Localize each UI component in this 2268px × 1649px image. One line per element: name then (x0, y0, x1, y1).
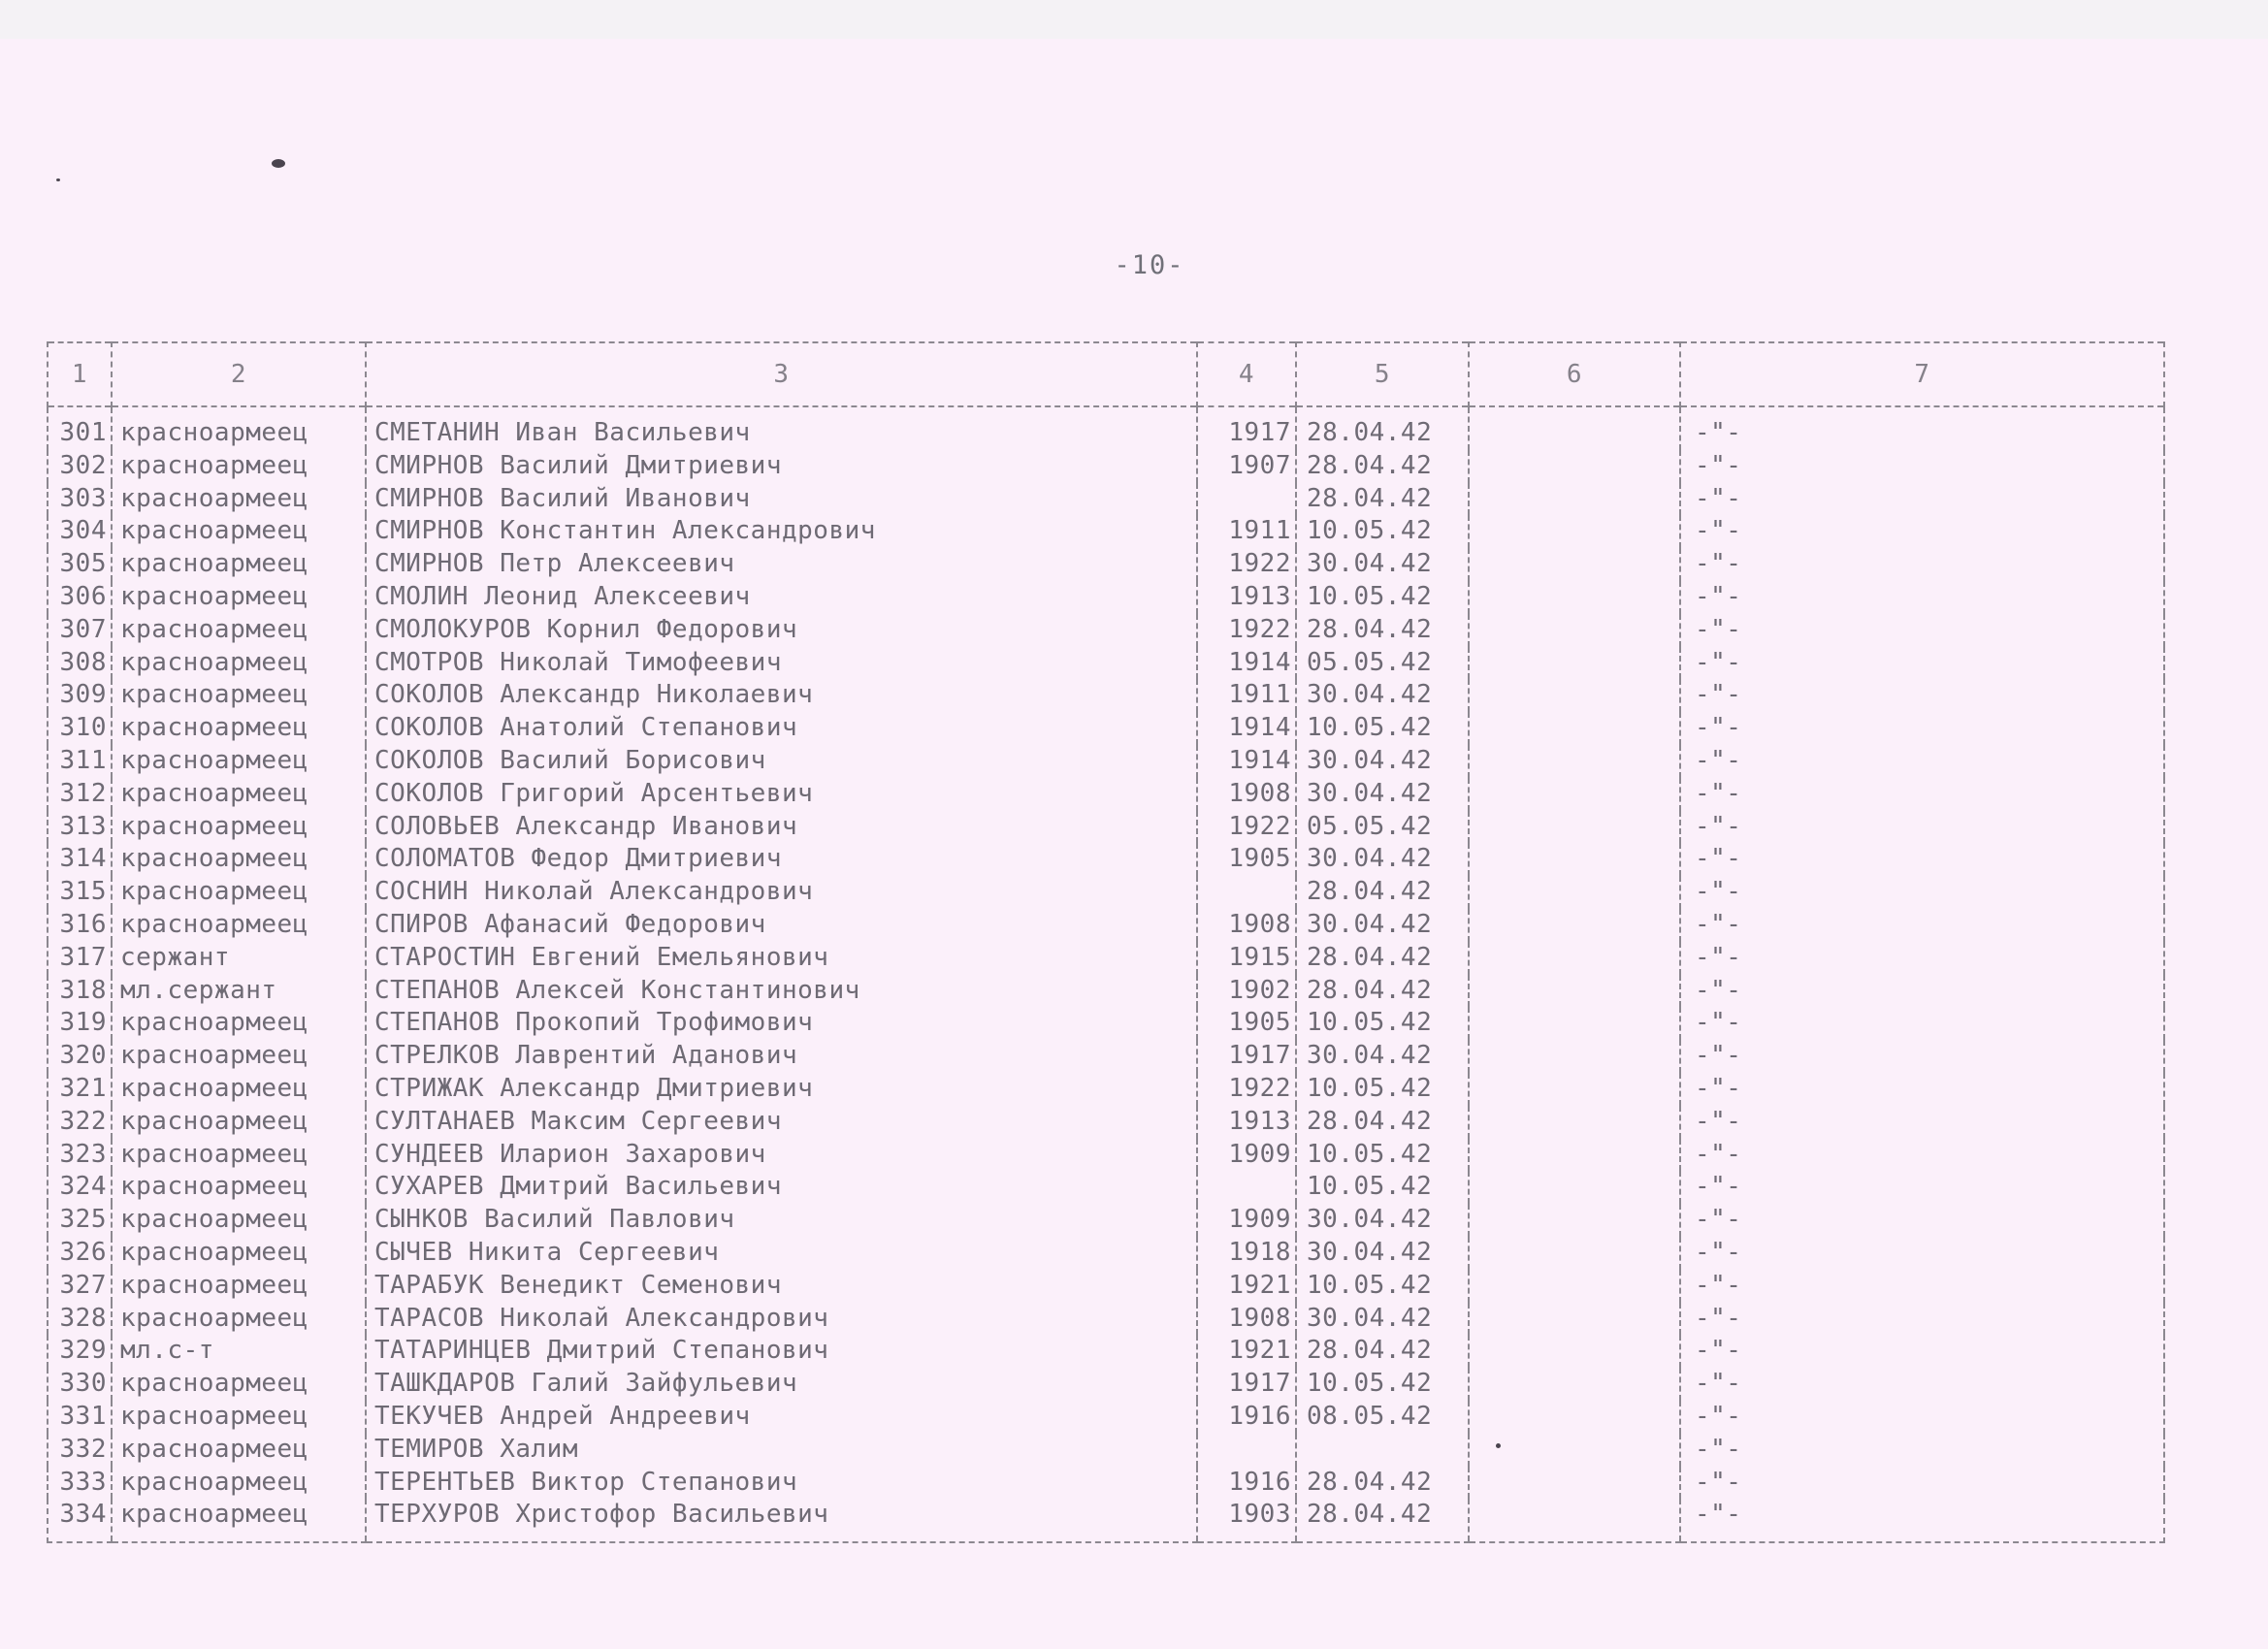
row-number-cell: 333 (48, 1467, 112, 1500)
rank-cell: красноармеец (112, 647, 366, 680)
rank-cell: мл.с-т (112, 1335, 366, 1368)
column-6-cell (1469, 581, 1680, 614)
date-cell: 10.05.42 (1296, 1368, 1469, 1401)
date-cell: 28.04.42 (1296, 876, 1469, 909)
birth-year-cell: 1915 (1197, 942, 1296, 975)
column-6-cell (1469, 876, 1680, 909)
ditto-note-cell: -"- (1680, 406, 2164, 450)
column-6-cell (1469, 1270, 1680, 1303)
full-name-cell: СОКОЛОВ Григорий Арсентьевич (366, 778, 1197, 811)
rank-cell: красноармеец (112, 548, 366, 581)
rank-cell: красноармеец (112, 515, 366, 548)
full-name-cell: СМИРНОВ Василий Иванович (366, 483, 1197, 516)
rank-cell: красноармеец (112, 1171, 366, 1204)
column-6-cell (1469, 1401, 1680, 1434)
date-cell: 30.04.42 (1296, 548, 1469, 581)
ditto-note-cell: -"- (1680, 1139, 2164, 1172)
rank-cell: красноармеец (112, 1106, 366, 1139)
table-row (48, 483, 2164, 516)
column-header-4: 4 (1197, 342, 1296, 406)
row-number-cell: 311 (48, 745, 112, 778)
full-name-cell: ТАТАРИНЦЕВ Дмитрий Степанович (366, 1335, 1197, 1368)
table-row (48, 450, 2164, 483)
table-row (48, 1434, 2164, 1467)
full-name-cell: СУЛТАНАЕВ Максим Сергеевич (366, 1106, 1197, 1139)
table-row (48, 1467, 2164, 1500)
rank-cell: красноармеец (112, 1303, 366, 1336)
rank-cell: красноармеец (112, 1270, 366, 1303)
birth-year-cell: 1914 (1197, 712, 1296, 745)
row-number-cell: 310 (48, 712, 112, 745)
birth-year-cell (1197, 876, 1296, 909)
table-row (48, 515, 2164, 548)
birth-year-cell: 1922 (1197, 614, 1296, 647)
row-number-cell: 316 (48, 909, 112, 942)
date-cell: 10.05.42 (1296, 712, 1469, 745)
date-cell: 28.04.42 (1296, 1335, 1469, 1368)
birth-year-cell: 1914 (1197, 647, 1296, 680)
row-number-cell: 328 (48, 1303, 112, 1336)
table-row (48, 712, 2164, 745)
date-cell: 10.05.42 (1296, 1171, 1469, 1204)
date-cell: 30.04.42 (1296, 745, 1469, 778)
full-name-cell: СТЕПАНОВ Прокопий Трофимович (366, 1007, 1197, 1040)
column-6-cell (1469, 1434, 1680, 1467)
birth-year-cell: 1914 (1197, 745, 1296, 778)
column-6-cell (1469, 778, 1680, 811)
rank-cell: красноармеец (112, 1204, 366, 1237)
table-row (48, 647, 2164, 680)
full-name-cell: ТЕРЕНТЬЕВ Виктор Степанович (366, 1467, 1197, 1500)
date-cell: 10.05.42 (1296, 1073, 1469, 1106)
ditto-note-cell: -"- (1680, 1171, 2164, 1204)
ditto-note-cell: -"- (1680, 548, 2164, 581)
column-6-cell (1469, 909, 1680, 942)
date-cell: 10.05.42 (1296, 1139, 1469, 1172)
column-6-cell (1469, 1303, 1680, 1336)
ditto-note-cell: -"- (1680, 1368, 2164, 1401)
full-name-cell: СМЕТАНИН Иван Васильевич (366, 406, 1197, 450)
row-number-cell: 308 (48, 647, 112, 680)
ditto-note-cell: -"- (1680, 1303, 2164, 1336)
date-cell: 30.04.42 (1296, 679, 1469, 712)
column-6-cell (1469, 548, 1680, 581)
row-number-cell: 303 (48, 483, 112, 516)
table-row (48, 876, 2164, 909)
ditto-note-cell: -"- (1680, 745, 2164, 778)
full-name-cell: ТЕРХУРОВ Христофор Васильевич (366, 1499, 1197, 1542)
date-cell: 28.04.42 (1296, 450, 1469, 483)
row-number-cell: 326 (48, 1237, 112, 1270)
date-cell: 30.04.42 (1296, 1040, 1469, 1073)
table-row (48, 679, 2164, 712)
table-row (48, 1499, 2164, 1542)
full-name-cell: СМОТРОВ Николай Тимофеевич (366, 647, 1197, 680)
scan-speck (56, 178, 60, 181)
row-number-cell: 334 (48, 1499, 112, 1542)
birth-year-cell: 1913 (1197, 1106, 1296, 1139)
birth-year-cell (1197, 483, 1296, 516)
column-header-7: 7 (1680, 342, 2164, 406)
column-6-cell (1469, 811, 1680, 844)
rank-cell: красноармеец (112, 1007, 366, 1040)
ditto-note-cell: -"- (1680, 909, 2164, 942)
birth-year-cell: 1918 (1197, 1237, 1296, 1270)
date-cell: 28.04.42 (1296, 614, 1469, 647)
birth-year-cell: 1911 (1197, 515, 1296, 548)
row-number-cell: 324 (48, 1171, 112, 1204)
full-name-cell: ТАРАСОВ Николай Александрович (366, 1303, 1197, 1336)
date-cell: 28.04.42 (1296, 483, 1469, 516)
date-cell: 30.04.42 (1296, 1237, 1469, 1270)
row-number-cell: 309 (48, 679, 112, 712)
column-6-cell (1469, 679, 1680, 712)
table-row (48, 975, 2164, 1008)
date-cell: 05.05.42 (1296, 647, 1469, 680)
table-row (48, 1106, 2164, 1139)
ditto-note-cell: -"- (1680, 1335, 2164, 1368)
rank-cell: красноармеец (112, 483, 366, 516)
ditto-note-cell: -"- (1680, 712, 2164, 745)
ditto-note-cell: -"- (1680, 1467, 2164, 1500)
table-row (48, 1073, 2164, 1106)
column-6-cell (1469, 942, 1680, 975)
row-number-cell: 302 (48, 450, 112, 483)
column-6-cell (1469, 1204, 1680, 1237)
rank-cell: красноармеец (112, 1237, 366, 1270)
header-row (48, 342, 2164, 406)
column-header-2: 2 (112, 342, 366, 406)
row-number-cell: 312 (48, 778, 112, 811)
rank-cell: красноармеец (112, 406, 366, 450)
rank-cell: сержант (112, 942, 366, 975)
full-name-cell: СМОЛИН Леонид Алексеевич (366, 581, 1197, 614)
row-number-cell: 327 (48, 1270, 112, 1303)
birth-year-cell: 1907 (1197, 450, 1296, 483)
date-cell: 30.04.42 (1296, 843, 1469, 876)
date-cell: 10.05.42 (1296, 515, 1469, 548)
birth-year-cell: 1917 (1197, 1368, 1296, 1401)
row-number-cell: 318 (48, 975, 112, 1008)
full-name-cell: ТЕМИРОВ Халим (366, 1434, 1197, 1467)
column-6-cell (1469, 515, 1680, 548)
rank-cell: красноармеец (112, 811, 366, 844)
birth-year-cell: 1913 (1197, 581, 1296, 614)
full-name-cell: СУХАРЕВ Дмитрий Васильевич (366, 1171, 1197, 1204)
page-number: -10- (1114, 250, 1185, 280)
full-name-cell: СПИРОВ Афанасий Федорович (366, 909, 1197, 942)
date-cell: 28.04.42 (1296, 1106, 1469, 1139)
table-row (48, 909, 2164, 942)
birth-year-cell: 1922 (1197, 1073, 1296, 1106)
row-number-cell: 305 (48, 548, 112, 581)
full-name-cell: СОЛОВЬЕВ Александр Иванович (366, 811, 1197, 844)
rank-cell: красноармеец (112, 679, 366, 712)
ditto-note-cell: -"- (1680, 679, 2164, 712)
birth-year-cell (1197, 1171, 1296, 1204)
ditto-note-cell: -"- (1680, 450, 2164, 483)
date-cell: 28.04.42 (1296, 975, 1469, 1008)
scan-top-band (0, 0, 2268, 39)
ditto-note-cell: -"- (1680, 483, 2164, 516)
birth-year-cell: 1909 (1197, 1139, 1296, 1172)
rank-cell: красноармеец (112, 778, 366, 811)
table-row (48, 843, 2164, 876)
column-header-5: 5 (1296, 342, 1469, 406)
date-cell: 10.05.42 (1296, 581, 1469, 614)
table-row (48, 1040, 2164, 1073)
birth-year-cell: 1908 (1197, 778, 1296, 811)
birth-year-cell: 1922 (1197, 811, 1296, 844)
table-row (48, 1401, 2164, 1434)
ditto-note-cell: -"- (1680, 515, 2164, 548)
table-row (48, 778, 2164, 811)
birth-year-cell: 1903 (1197, 1499, 1296, 1542)
ditto-note-cell: -"- (1680, 975, 2164, 1008)
date-cell: 28.04.42 (1296, 406, 1469, 450)
birth-year-cell: 1921 (1197, 1335, 1296, 1368)
rank-cell: красноармеец (112, 1499, 366, 1542)
birth-year-cell: 1909 (1197, 1204, 1296, 1237)
rank-cell: красноармеец (112, 712, 366, 745)
row-number-cell: 304 (48, 515, 112, 548)
full-name-cell: СТРИЖАК Александр Дмитриевич (366, 1073, 1197, 1106)
table-row (48, 614, 2164, 647)
table-row (48, 1335, 2164, 1368)
column-6-cell (1469, 1106, 1680, 1139)
full-name-cell: СТАРОСТИН Евгений Емельянович (366, 942, 1197, 975)
column-6-cell (1469, 1499, 1680, 1542)
rank-cell: красноармеец (112, 1040, 366, 1073)
table-row (48, 745, 2164, 778)
table-row (48, 1368, 2164, 1401)
table-row (48, 1270, 2164, 1303)
rank-cell: красноармеец (112, 1401, 366, 1434)
rank-cell: красноармеец (112, 581, 366, 614)
column-header-3: 3 (366, 342, 1197, 406)
ditto-note-cell: -"- (1680, 614, 2164, 647)
date-cell: 28.04.42 (1296, 942, 1469, 975)
date-cell: 30.04.42 (1296, 1303, 1469, 1336)
row-number-cell: 331 (48, 1401, 112, 1434)
column-6-cell (1469, 1073, 1680, 1106)
date-cell: 30.04.42 (1296, 1204, 1469, 1237)
birth-year-cell (1197, 1434, 1296, 1467)
rank-cell: красноармеец (112, 876, 366, 909)
rank-cell: красноармеец (112, 1434, 366, 1467)
rank-cell: красноармеец (112, 745, 366, 778)
column-6-cell (1469, 1237, 1680, 1270)
column-6-cell (1469, 1007, 1680, 1040)
rank-cell: красноармеец (112, 909, 366, 942)
full-name-cell: СОКОЛОВ Василий Борисович (366, 745, 1197, 778)
birth-year-cell: 1917 (1197, 406, 1296, 450)
full-name-cell: СМИРНОВ Петр Алексеевич (366, 548, 1197, 581)
rank-cell: красноармеец (112, 1368, 366, 1401)
full-name-cell: СОСНИН Николай Александрович (366, 876, 1197, 909)
column-6-cell (1469, 647, 1680, 680)
table-row (48, 1237, 2164, 1270)
row-number-cell: 329 (48, 1335, 112, 1368)
row-number-cell: 323 (48, 1139, 112, 1172)
row-number-cell: 322 (48, 1106, 112, 1139)
full-name-cell: СТЕПАНОВ Алексей Константинович (366, 975, 1197, 1008)
full-name-cell: СУНДЕЕВ Иларион Захарович (366, 1139, 1197, 1172)
rank-cell: красноармеец (112, 843, 366, 876)
birth-year-cell: 1908 (1197, 1303, 1296, 1336)
column-6-cell (1469, 1368, 1680, 1401)
birth-year-cell: 1916 (1197, 1467, 1296, 1500)
full-name-cell: СОКОЛОВ Александр Николаевич (366, 679, 1197, 712)
full-name-cell: ТАРАБУК Венедикт Семенович (366, 1270, 1197, 1303)
column-6-cell (1469, 450, 1680, 483)
column-6-cell (1469, 406, 1680, 450)
ditto-note-cell: -"- (1680, 1106, 2164, 1139)
birth-year-cell: 1916 (1197, 1401, 1296, 1434)
ditto-note-cell: -"- (1680, 1073, 2164, 1106)
date-cell: 08.05.42 (1296, 1401, 1469, 1434)
full-name-cell: СЫНКОВ Василий Павлович (366, 1204, 1197, 1237)
column-6-cell (1469, 975, 1680, 1008)
column-6-cell (1469, 614, 1680, 647)
table-row (48, 942, 2164, 975)
column-header-1: 1 (48, 342, 112, 406)
table-row (48, 1171, 2164, 1204)
column-6-cell (1469, 712, 1680, 745)
birth-year-cell: 1902 (1197, 975, 1296, 1008)
ditto-note-cell: -"- (1680, 876, 2164, 909)
ditto-note-cell: -"- (1680, 811, 2164, 844)
ditto-note-cell: -"- (1680, 1401, 2164, 1434)
ditto-note-cell: -"- (1680, 1204, 2164, 1237)
date-cell: 28.04.42 (1296, 1499, 1469, 1542)
rank-cell: красноармеец (112, 1467, 366, 1500)
ditto-note-cell: -"- (1680, 647, 2164, 680)
birth-year-cell: 1908 (1197, 909, 1296, 942)
table-row (48, 581, 2164, 614)
rank-cell: красноармеец (112, 614, 366, 647)
ditto-note-cell: -"- (1680, 1007, 2164, 1040)
ditto-note-cell: -"- (1680, 1499, 2164, 1542)
full-name-cell: ТЕКУЧЕВ Андрей Андреевич (366, 1401, 1197, 1434)
full-name-cell: СМОЛОКУРОВ Корнил Федорович (366, 614, 1197, 647)
birth-year-cell: 1911 (1197, 679, 1296, 712)
row-number-cell: 330 (48, 1368, 112, 1401)
register-table (47, 341, 2165, 1543)
table-row (48, 811, 2164, 844)
column-6-cell (1469, 1040, 1680, 1073)
row-number-cell: 301 (48, 406, 112, 450)
row-number-cell: 320 (48, 1040, 112, 1073)
birth-year-cell: 1905 (1197, 1007, 1296, 1040)
birth-year-cell: 1917 (1197, 1040, 1296, 1073)
full-name-cell: СМИРНОВ Константин Александрович (366, 515, 1197, 548)
full-name-cell: СЫЧЕВ Никита Сергеевич (366, 1237, 1197, 1270)
column-6-cell (1469, 745, 1680, 778)
date-cell: 10.05.42 (1296, 1270, 1469, 1303)
ditto-note-cell: -"- (1680, 778, 2164, 811)
ditto-note-cell: -"- (1680, 1040, 2164, 1073)
ditto-note-cell: -"- (1680, 581, 2164, 614)
row-number-cell: 306 (48, 581, 112, 614)
column-6-cell (1469, 1335, 1680, 1368)
rank-cell: мл.сержант (112, 975, 366, 1008)
table-row (48, 406, 2164, 450)
birth-year-cell: 1905 (1197, 843, 1296, 876)
row-number-cell: 313 (48, 811, 112, 844)
ditto-note-cell: -"- (1680, 1434, 2164, 1467)
column-6-cell (1469, 843, 1680, 876)
date-cell: 28.04.42 (1296, 1467, 1469, 1500)
full-name-cell: СОЛОМАТОВ Федор Дмитриевич (366, 843, 1197, 876)
row-number-cell: 307 (48, 614, 112, 647)
column-6-cell (1469, 1171, 1680, 1204)
ditto-note-cell: -"- (1680, 942, 2164, 975)
column-header-6: 6 (1469, 342, 1680, 406)
row-number-cell: 319 (48, 1007, 112, 1040)
row-number-cell: 314 (48, 843, 112, 876)
row-number-cell: 315 (48, 876, 112, 909)
date-cell: 30.04.42 (1296, 909, 1469, 942)
row-number-cell: 317 (48, 942, 112, 975)
birth-year-cell: 1921 (1197, 1270, 1296, 1303)
ditto-note-cell: -"- (1680, 1237, 2164, 1270)
table-row (48, 1204, 2164, 1237)
date-cell (1296, 1434, 1469, 1467)
birth-year-cell: 1922 (1197, 548, 1296, 581)
row-number-cell: 321 (48, 1073, 112, 1106)
row-number-cell: 325 (48, 1204, 112, 1237)
rank-cell: красноармеец (112, 1139, 366, 1172)
date-cell: 10.05.42 (1296, 1007, 1469, 1040)
rank-cell: красноармеец (112, 1073, 366, 1106)
full-name-cell: ТАШКДАРОВ Галий Зайфульевич (366, 1368, 1197, 1401)
table-row (48, 1303, 2164, 1336)
table-row (48, 1007, 2164, 1040)
full-name-cell: СМИРНОВ Василий Дмитриевич (366, 450, 1197, 483)
ditto-note-cell: -"- (1680, 1270, 2164, 1303)
scan-speck (272, 159, 285, 168)
full-name-cell: СОКОЛОВ Анатолий Степанович (366, 712, 1197, 745)
date-cell: 05.05.42 (1296, 811, 1469, 844)
date-cell: 30.04.42 (1296, 778, 1469, 811)
table-row (48, 1139, 2164, 1172)
rank-cell: красноармеец (112, 450, 366, 483)
table-row (48, 548, 2164, 581)
column-6-cell (1469, 1467, 1680, 1500)
full-name-cell: СТРЕЛКОВ Лаврентий Аданович (366, 1040, 1197, 1073)
column-6-cell (1469, 1139, 1680, 1172)
ditto-note-cell: -"- (1680, 843, 2164, 876)
column-6-cell (1469, 483, 1680, 516)
row-number-cell: 332 (48, 1434, 112, 1467)
